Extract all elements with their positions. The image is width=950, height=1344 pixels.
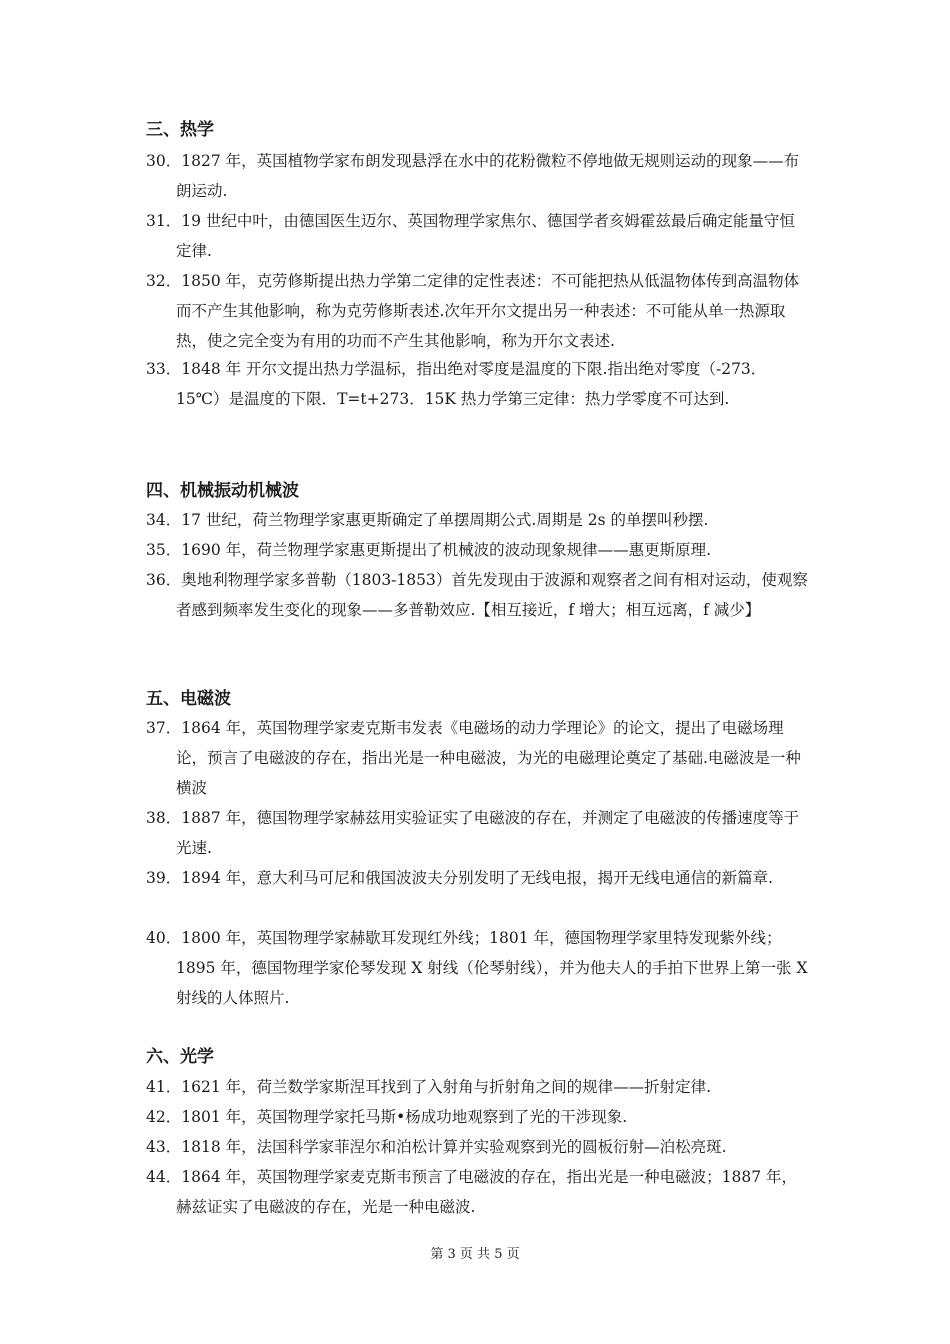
- list-item: [146, 1162, 810, 1222]
- item-text: 1894 年，意大利马可尼和俄国波波夫分别发明了无线电报，揭开无线电通信的新篇章.: [181, 869, 774, 887]
- list-item: [146, 565, 810, 625]
- item-number: 32．: [146, 272, 182, 290]
- item-number: 39．: [146, 869, 182, 887]
- item-number: 33．: [146, 360, 182, 378]
- list-item: [146, 1072, 810, 1102]
- item-text: 1887 年，德国物理学家赫兹用实验证实了电磁波的存在，并测定了电磁波的传播速度等于光速.: [176, 809, 800, 857]
- item-number: 35．: [146, 541, 182, 559]
- list-item: [146, 1102, 810, 1132]
- item-number: 36．: [146, 571, 182, 589]
- item-number: 42．: [146, 1108, 182, 1126]
- item-text: 1850 年，克劳修斯提出热力学第二定律的定性表述：不可能把热从低温物体传到高温物体而不产生其他影响，称为克劳修斯表述.次年开尔文提出另一种表述：不可能从单一热源取热，使之完全变为有用的功而不产生其他影响，称为开尔文表述.: [176, 272, 800, 350]
- section-heading-thermodynamics: 三、热学: [146, 120, 214, 140]
- item-text: 1621 年，荷兰数学家斯涅耳找到了入射角与折射角之间的规律——折射定律.: [181, 1078, 712, 1096]
- item-text: 17 世纪，荷兰物理学家惠更斯确定了单摆周期公式.周期是 2s 的单摆叫秒摆.: [181, 511, 709, 529]
- list-item: [146, 713, 810, 803]
- item-text: 1690 年，荷兰物理学家惠更斯提出了机械波的波动现象规律——惠更斯原理.: [181, 541, 712, 559]
- item-number: 34．: [146, 511, 182, 529]
- item-text: 奥地利物理学家多普勒（1803-1853）首先发现由于波源和观察者之间有相对运动，使观察者感到频率发生变化的现象——多普勒效应.【相互接近，f 增大；相互远离，f 减少】: [176, 571, 808, 619]
- item-text: 1848 年 开尔文提出热力学温标，指出绝对零度是温度的下限.指出绝对零度（-273．15℃）是温度的下限．T=t+273．15K 热力学第三定律：热力学零度不可达到.: [176, 360, 767, 408]
- list-item: [146, 206, 810, 266]
- section-heading-optics: 六、光学: [146, 1047, 214, 1067]
- item-text: 1864 年，英国物理学家麦克斯韦发表《电磁场的动力学理论》的论文，提出了电磁场理论，预言了电磁波的存在，指出光是一种电磁波，为光的电磁理论奠定了基础.电磁波是一种横波: [176, 719, 801, 797]
- list-item: [146, 863, 810, 893]
- list-item: [146, 146, 810, 206]
- list-item: [146, 803, 810, 863]
- list-item: [146, 266, 810, 356]
- item-text: 1827 年，英国植物学家布朗发现悬浮在水中的花粉微粒不停地做无规则运动的现象——布朗运动.: [176, 152, 800, 200]
- item-number: 38．: [146, 809, 182, 827]
- item-number: 30．: [146, 152, 182, 170]
- item-text: 1800 年，英国物理学家赫歇耳发现红外线；1801 年，德国物理学家里特发现紫外线；1895 年，德国物理学家伦琴发现 X 射线（伦琴射线），并为他夫人的手拍下世界上第一张 X 射线的人体照片.: [176, 929, 808, 1007]
- section-heading-electromagnetic-waves: 五、电磁波: [146, 689, 231, 709]
- item-number: 37．: [146, 719, 182, 737]
- list-item: [146, 505, 810, 535]
- item-number: 31．: [146, 212, 182, 230]
- item-number: 41．: [146, 1078, 182, 1096]
- list-item: [146, 1132, 810, 1162]
- item-number: 44．: [146, 1168, 182, 1186]
- page-footer: 第 3 页 共 5 页: [430, 1247, 520, 1262]
- item-text: 19 世纪中叶，由德国医生迈尔、英国物理学家焦尔、德国学者亥姆霍兹最后确定能量守恒定律.: [176, 212, 795, 260]
- list-item: [146, 923, 810, 1013]
- item-text: 1864 年，英国物理学家麦克斯韦预言了电磁波的存在，指出光是一种电磁波；1887 年，赫兹证实了电磁波的存在，光是一种电磁波.: [176, 1168, 797, 1216]
- list-item: [146, 535, 810, 565]
- item-number: 40．: [146, 929, 182, 947]
- item-text: 1801 年，英国物理学家托马斯•杨成功地观察到了光的干涉现象.: [181, 1108, 628, 1126]
- item-text: 1818 年，法国科学家菲涅尔和泊松计算并实验观察到光的圆板衍射—泊松亮斑.: [181, 1138, 727, 1156]
- section-heading-mechanical-waves: 四、机械振动机械波: [146, 481, 299, 501]
- item-number: 43．: [146, 1138, 182, 1156]
- list-item: [146, 354, 810, 414]
